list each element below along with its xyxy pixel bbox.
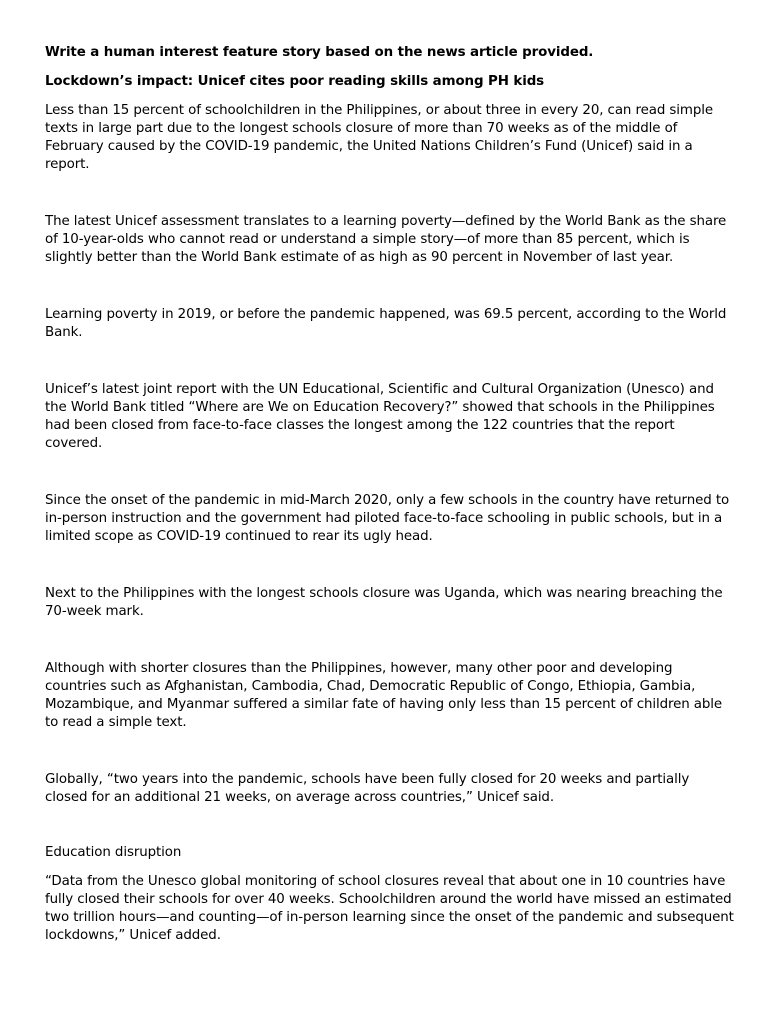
document-page — [45, 44, 735, 945]
article-paragraph: Since the onset of the pandemic in mid-March 2020, only a few schools in the country have returned to in-person instruction and the government had piloted face-to-face schooling in public schools, but in a limited scope as COVID-19 continued to rear its ugly head. — [45, 493, 730, 544]
article-paragraph: The latest Unicef assessment translates to a learning poverty—defined by the World Bank as the share of 10-year-olds who cannot read or understand a simple story—of more than 85 percent, which is slightly better than the World Bank estimate of as high as 90 percent in November of last year. — [45, 214, 727, 265]
article-paragraph: Next to the Philippines with the longest schools closure was Uganda, which was nearing breaching the 70-week mark. — [45, 586, 723, 619]
article-paragraph: Globally, “two years into the pandemic, schools have been fully closed for 20 weeks and partially closed for an additional 21 weeks, on average across countries,” Unicef said. — [45, 772, 690, 805]
article-paragraph: Although with shorter closures than the Philippines, however, many other poor and developing countries such as Afghanistan, Cambodia, Chad, Democratic Republic of Congo, Ethiopia, Gambia, Mozambique, and Myanmar suffered a similar fate of having only less than 15 percent of children able to read a simple text. — [45, 661, 723, 730]
article-paragraph: “Data from the Unesco global monitoring of school closures reveal that about one in 10 countries have fully closed their schools for over 40 weeks. Schoolchildren around the world have missed an estimated two trillion hours—and counting—of in-person learning since the onset of the pandemic and subsequent lockdowns,” Unicef added. — [45, 874, 734, 943]
section-subheading: Education disruption — [45, 845, 182, 860]
article-paragraph: Learning poverty in 2019, or before the pandemic happened, was 69.5 percent, according to the World Bank. — [45, 307, 727, 340]
article-paragraph: Unicef’s latest joint report with the UN Educational, Scientific and Cultural Organization (Unesco) and the World Bank titled “Where are We on Education Recovery?” showed that schools in the Philippines had been closed from face-to-face classes the longest among the 122 countries that the report covered. — [45, 382, 715, 451]
assignment-instruction: Write a human interest feature story based on the news article provided. — [45, 45, 594, 60]
article-headline: Lockdown’s impact: Unicef cites poor reading skills among PH kids — [45, 74, 545, 89]
article-paragraph: Less than 15 percent of schoolchildren in the Philippines, or about three in every 20, can read simple texts in large part due to the longest schools closure of more than 70 weeks as of the middle of February caused by the COVID-19 pandemic, the United Nations Children’s Fund (Unicef) said in a report. — [45, 103, 713, 172]
